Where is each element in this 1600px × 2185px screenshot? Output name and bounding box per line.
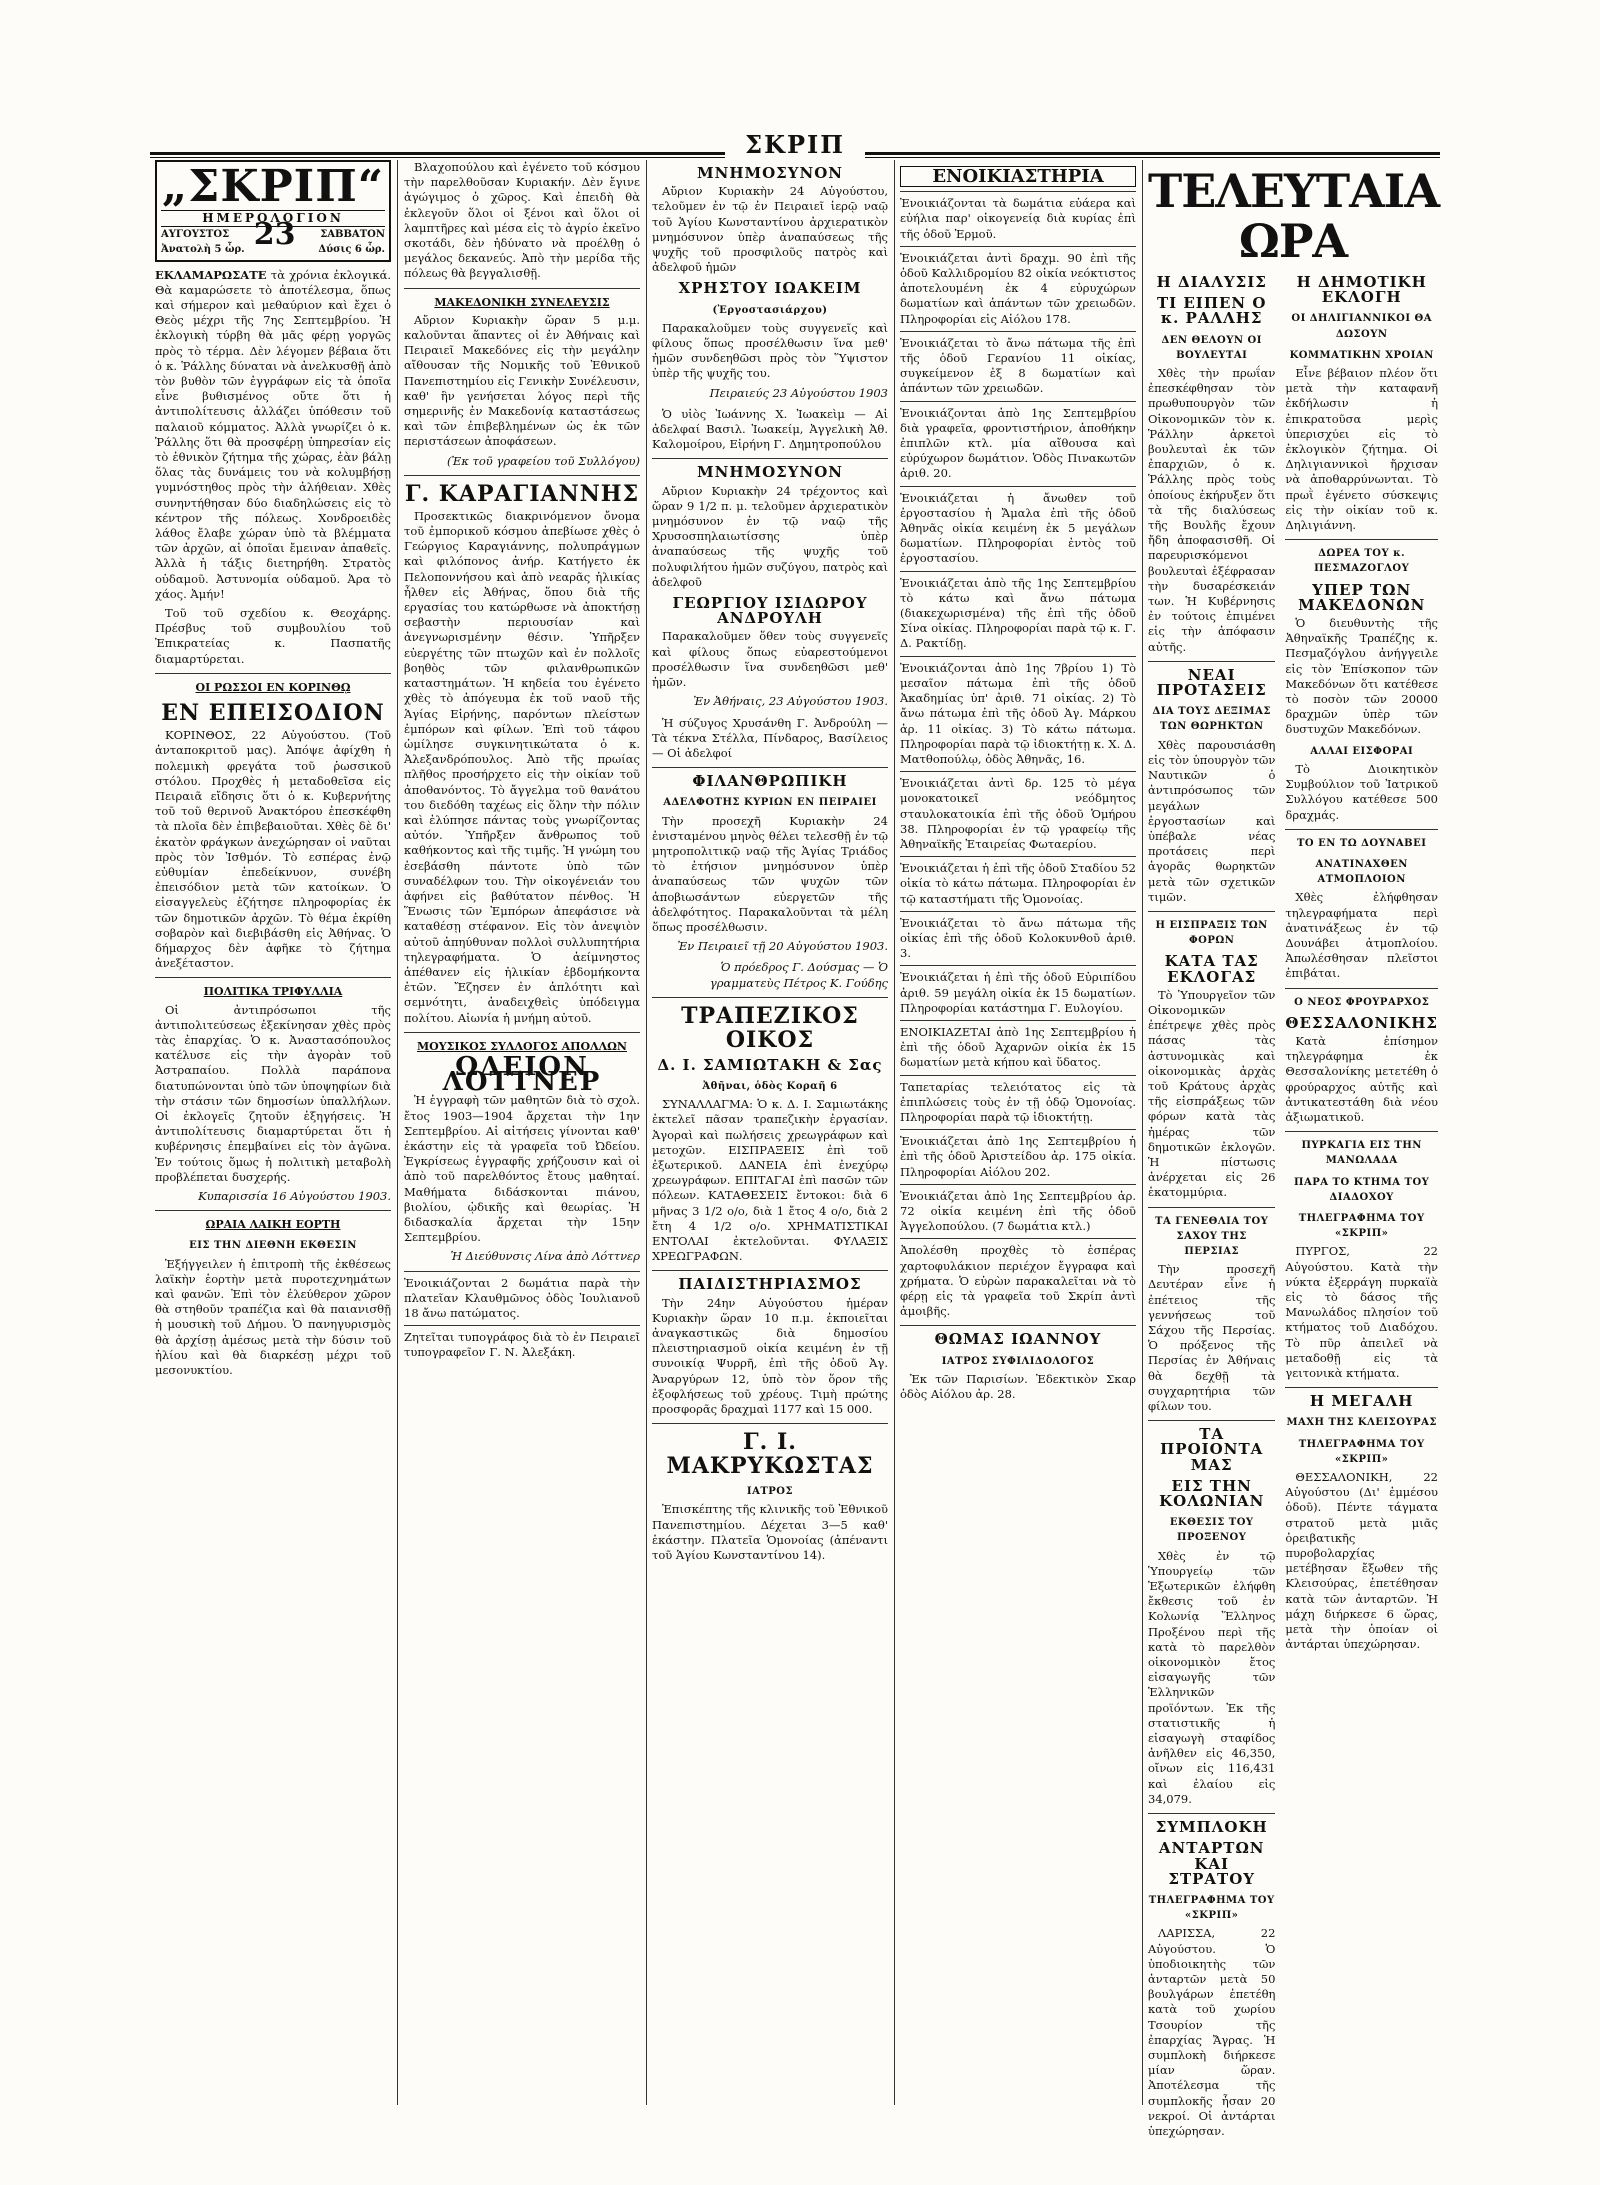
section-title: Η ΕΙΣΠΡΑΞΙΣ ΤΩΝ ΦΟΡΩΝ [1155,919,1268,947]
late-news-left [1148,269,1275,2143]
section-title: ΠΟΛΙΤΙΚΑ ΤΡΙΦΥΛΛΙΑ [203,985,343,999]
section-heading: ΘΩΜΑΣ ΙΩΑΝΝΟΥ [934,1330,1102,1349]
calendar-label: ΗΜΕΡΟΛΟΓΙΟΝ [161,210,385,227]
article-place: Ἐν Ἀθήναις, 23 Αὐγούστου 1903. [693,694,888,709]
section-heading: ΕΙΣ ΤΗΝ ΔΙΕΘΝΗ ΕΚΘΕΣΙΝ [189,1240,357,1252]
memorial-name: ΧΡΗΣΤΟΥ ΙΩΑΚΕΙΜ [678,279,862,298]
article-text: Ἡ ἐγγραφὴ τῶν μαθητῶν διὰ τὸ σχολ. ἔτος 1903—1904 ἄρχεται τὴν 1ην Σεπτεμβρίου. Αἱ αἰτήσεις γίνονται καθ' ἑκάστην εἰς τὰ γραφεῖα τοῦ Ὠδείου. Ἐγκρίσεως ἐγγραφῆς χρήζουσιν καὶ οἱ ἀπὸ τοῦ παρελθόντος ἔτους μαθηταί. Μαθήματα διδάσκονται πιάνου, βιολίου, ᾠδικῆς καὶ θεωρίας. Ἡ διδασκαλία ἄρχεται τὴν 15ην Σεπτεμβρίου. [404,1093,640,1245]
classified-ad: Ἐνοικιάζονται τὰ δωμάτια εὐάερα καὶ εὐήλια παρ' οἰκογενείᾳ διὰ κυρίας ἐπὶ τῆς ὁδοῦ Ἑρμοῦ. [900,191,1136,242]
article-signature: Ὁ πρόεδρος Γ. Δούσμας — Ὁ γραμματεὺς Πέτρος Κ. Γούδης [709,960,888,990]
section-heading: ΑΝΤΑΡΤΩΝ ΚΑΙ ΣΤΡΑΤΟΥ [1158,1839,1265,1888]
doctor-role: ΙΑΤΡΟΣ [746,1486,794,1498]
classified-ad: Ἐνοικιάζεται ἡ ἄνωθεν τοῦ ἐργοστασίου ἡ Ἄμαλα ἐπὶ τῆς ὁδοῦ Ἀθηνᾶς οἰκία κειμένη ἐκ 5 μεγάλων δωματίων. Πληροφορίαι ἐντὸς τοῦ ἐργοστασίου. [900,486,1136,567]
section-title: ΣΥΜΠΛΟΚΗ [1155,1818,1268,1837]
section-rule [1148,1420,1275,1421]
article-text: Τὸ Ὑπουργεῖον τῶν Οἰκονομικῶν ἐπέτρεψε χθὲς πρὸς πάσας τὰς ἀστυνομικὰς καὶ οἰκονομικὰς ἀρχὰς τοῦ Κράτους ἀρχὰς τῆς εἰσπράξεως τῶν φόρων κατὰ τὰς ἡμέρας τῶν δημοτικῶν ἐκλογῶν. Ἡ πίστωσις ἀνέρχεται εἰς 26 ἑκατομμύρια. [1148,987,1276,1200]
classified-ad: Ἐνοικιάζεται ἀπὸ 1ης Σεπτεμβρίου ἀρ. 72 οἰκία κειμένη ἐπὶ τῆς ὁδοῦ Ἀγγελοπούλου. (7 δωμάτια κτλ.) [900,1184,1136,1235]
article-text: Οἱ ἀντιπρόσωποι τῆς ἀντιπολιτεύσεως ἐξεκίνησαν χθὲς πρὸς τὰς ἐπαρχίας. Ὁ κ. Ἀναστασόπουλος κατέλυσε εἰς τὴν ἀγορὰν τοῦ Ἀστραπαίου. Πολλὰ παράπονα διατυπώνονται ὑπὸ τῶν ὑποψηφίων διὰ τὴν στάσιν τῶν δημοσίων ὑπαλλήλων. Οἱ ἐκλογεῖς ζητοῦν ἐξηγήσεις. Ἡ ἀντιπολίτευσις διαμαρτύρεται ὅτι ἡ κυβέρνησις ἐπεμβαίνει εἰς τὸν ἀγῶνα. Ἐν τούτοις ὅμως ἡ πολιτικὴ μεταβολὴ προβλέπεται δυσχερής. [155,1002,391,1184]
article-text: ΘΕΣΣΑΛΟΝΙΚΗ, 22 Αὐγούστου (Δι' ἐμμέσου ὁδοῦ). Πέντε τάγματα στρατοῦ μετὰ μιᾶς ὀρειβατικῆς πυροβολαρχίας μετέβησαν ἔξωθεν τῆς Κλεισούρας, ἐπετέθησαν κατὰ τῶν ἀνταρτῶν. Ἡ μάχη διήρκεσε 6 ὥρας, μετὰ τὴν ὁποίαν οἱ ἀντάρται ὑπεχώρησαν. [1285,1470,1438,1652]
section-rule [155,977,391,978]
article-text: ΠΥΡΓΟΣ, 22 Αὐγούστου. Κατὰ τὴν νύκτα ἐξερράγη πυρκαϊὰ εἰς τὸ δάσος τῆς Μανωλάδος πλησίον τοῦ κτήματος τοῦ Διαδόχου. Τὸ πῦρ ἀπειλεῖ νὰ μεταδοθῇ εἰς τὰ γειτονικὰ κτήματα. [1285,1244,1438,1380]
section-heading: ΜΝΗΜΟΣΥΝΟΝ [697,463,843,482]
article-text: Χθὲς ἐλήφθησαν τηλεγραφήματα περὶ ἀνατινάξεως ἐν τῷ Δουνάβει ἀτμοπλοίου. Ἀπωλέσθησαν πλεῖστοι ἐπιβάται. [1285,890,1438,981]
section-title: ΟΙ ΡΩΣΣΟΙ ΕΝ ΚΟΡΙΝΘῼ [195,680,351,694]
column-2 [404,160,640,2105]
section-kicker: ΔΩΡΕΑ ΤΟΥ κ. ΠΕΣΜΑΖΟΓΛΟΥ [1314,548,1410,575]
masthead-box [155,160,391,262]
article-text: τὰ χρόνια ἐκλογικά. Θὰ καμαρώσετε τὸ ἀποτέλεσμα, ὅπως καὶ σήμερον καὶ μεθαύριον καὶ ἔχει ὁ Θεὸς μέχρι τῆς 7ης Σεπτεμβρίου. Ἡ ἐκλογικὴ τύρβη θὰ μᾶς φέρῃ γοργῶς πρὸς τὸ τέρμα. Δὲν λέγομεν βέβαια ὅτι ὁ κ. Ῥάλλης δύναται νὰ ἀνελκυσθῇ ἀπὸ τὸν βυθὸν τῶν ἐγγράφων εἰς τὰ ὁποῖα εἶνε βυθισμένος οὔτε ὅτι ἡ ἀντιπολίτευσις ἀλλάζει ὑπόθεσιν τοῦ παλαιοῦ κόμματος. Ἀλλὰ γνωρίζει ὁ κ. Ῥάλλης ὅτι θὰ προσφέρῃ ὑπηρεσίαν εἰς τὸ ἐθνικὸν ζήτημα τῆς χώρας, ἐὰν βάλῃ ὅλας τὰς δυνάμεις του νὰ κολυμβήσῃ γυμνόστηθος πρὸς τὴν ἀλήθειαν. Χθὲς συνηντήθησαν δύο διαδηλώσεις εἰς τὸ κέντρον τῆς πόλεως. Χονδροειδὲς λάθος ἔλαβε χώραν ὑπὸ τὰ βλέμματα τῶν ἀρχῶν, αἱ ὁποῖαι ἔμειναν ἀπαθεῖς. Ἀλλὰ ἡ τάξις διετηρήθη. Στρατὸς οὐδαμοῦ. Ἀστυνομία οὐδαμοῦ. Ἀρα τὸ χάος. Ἀμήν! [155,267,392,601]
article-text: ΚΟΡΙΝΘΟΣ, 22 Αὐγούστου. (Τοῦ ἀνταποκριτοῦ μας). Ἀπόψε ἀφίχθη ἡ πολεμικὴ φρεγάτα τοῦ ῥωσσικοῦ στόλου. Προχθὲς ἡ μεταδοθεῖσα εἰς Πειραιᾶ εἴδησις ὅτι ὁ κ. Κυβερνήτης τοῦ τοῦ θερινοῦ Ἀνακτόρου ἐπεσκέφθη τὰ πλοῖα δὲν ἐπιβεβαιοῦται. Χθὲς δὲ δι' ἑκατὸν φράγκων ἀνεχώρησαν οἱ ναῦται πρὸς τὸν Ἰσθμόν. Τὸ εσπέρας ἐνῷ εὐθυμίαν ἐπεδείκνυον, συνέβη ἐπεισόδιον μετὰ τῶν κατοίκων. Ὁ εἰσαγγελεὺς ἐζήτησε πληροφορίας ἐκ τῶν δημοτικῶν ἀρχῶν. Τὸ θέμα ἐκρίθη σοβαρὸν καὶ διεβιβάσθη εἰς Ἀθήνας. Ὁ δήμαρχος δὲν ἀφῆκε τὸ ζήτημα ἀνεξέταστον. [155,728,391,971]
article-paragraph [155,268,391,602]
section-heading: ΠΑΙΔΙΣΤΗΡΙΑΣΜΟΣ [678,1275,862,1294]
classified-ad: Ἐνοικιάζονται 2 δωμάτια παρὰ τὴν πλατεῖαν Κλαυθμῶνος ὁδὸς Ἰουλιανοῦ 18 ἄνω πατώματος. [404,1271,640,1322]
classified-ad: Ἐνοικιάζονται ἀπὸ 1ης 7βρίου 1) Τὸ μεσαῖον πάτωμα ἐπὶ τῆς ὁδοῦ Ἀκαδημίας ὑπ' ἀριθ. 71 οἰκίας. 2) Τὸ ἄνω πάτωμα ἐπὶ τῆς ὁδοῦ Ἀγ. Μάρκου ἀρ. 11 οἰκίας. 3) Τὸ κάτω πάτωμα. Πληροφορίαι παρὰ τῷ ἰδιοκτήτῃ κ. Χ. Δ. Ματθοπούλῳ, ὁδὸς Ἀθηνᾶς, 16. [900,656,1136,767]
classified-ad: Ζητεῖται τυπογράφος διὰ τὸ ἐν Πειραιεῖ τυπογραφεῖον Γ. Ν. Ἀλεξάκη. [404,1325,640,1360]
section-rule [652,997,888,998]
section-rule [404,288,640,289]
article-signature: (Ἐκ τοῦ γραφείου τοῦ Συλλόγου) [447,453,640,468]
section-rule [404,475,640,476]
section-title: ΤΡΑΠΕΖΙΚΟΣ ΟΙΚΟΣ [681,1002,859,1053]
classified-ad: Ταπεταρίας τελειότατος εἰς τὰ ἐπιπλώσεις τοὺς ἐν τῇ ὁδῷ Ὁμονοίας. Πληροφορίαι παρὰ τῷ ἰδιοκτήτῃ. [900,1075,1136,1126]
calendar-month: ΑΥΓΟΥΣΤΟΣ [161,229,230,241]
section-heading: Γ. Ι. ΜΑΚΡΥΚΩΣΤΑΣ [666,1429,874,1480]
section-title: ΜΟΥΣΙΚΟΣ ΣΥΛΛΟΓΟΣ ΑΠΟΛΛΩΝ [417,1039,627,1053]
section-heading: ΕΝ ΕΠΕΙΣΟΔΙΟΝ [161,700,385,727]
section-heading: ΥΠΕΡ ΤΩΝ ΜΑΚΕΔΟΝΩΝ [1298,580,1426,614]
section-heading: ΚΑΤΑ ΤΑΣ ΕΚΛΟΓΑΣ [1164,952,1259,986]
article-place: Πειραιεύς 23 Αὐγούστου 1903 [709,385,888,400]
article-signature: Κυπαρισσία 16 Αὐγούστου 1903. [198,1188,391,1203]
section-heading: ΑΔΕΛΦΟΤΗΣ ΚΥΡΙΩΝ ΕΝ ΠΕΙΡΑΙΕΙ [663,797,877,809]
section-rule [1148,1813,1275,1814]
section-rule [1148,911,1275,912]
classified-ad: ΕΝΟΙΚΙΑΖΕΤΑΙ ἀπὸ 1ης Σεπτεμβρίου ἡ ἐπὶ τῆς ὁδοῦ Ἀχαρνῶν οἰκία ἐκ 15 δωματίων μετὰ κήπου καὶ ὕδατος. [900,1020,1136,1071]
article-text: Αὔριον Κυριακὴν ὥραν 5 μ.μ. καλοῦνται ἅπαντες οἱ ἐν Ἀθήναις καὶ Πειραιεῖ Μακεδόνες εἰς τὴν μεγάλην αἴθουσαν τῆς Νομικῆς τοῦ Ἐθνικοῦ Πανεπιστημίου εἰς Γενικὴν Συνέλευσιν, καθ' ἣν γενήσεται λόγος περὶ τῆς σημερινῆς ἐν Μακεδονίᾳ καταστάσεως καὶ τῶν ἐπιβεβλημένων ὡς ἐκ τῶν περιστάσεων ἀποφάσεων. [404,312,640,449]
article-text: Χθὲς τὴν πρωΐαν ἐπεσκέφθησαν τὸν πρωθυπουργὸν τῶν Οἰκονομικῶν τὸν κ. Ῥάλλην ἀρκετοὶ βουλευταὶ ἐκ τῶν ἐπαρχιῶν, ὁ κ. Ῥάλλης πρὸς τοὺς ὁποίους ἐκήρυξεν ὅτι τὰ τῆς διαλύσεως τῆς Βουλῆς ἔχουν ἤδη ἀποφασισθῆ. Οἱ παρευρισκόμενοι βουλευταὶ ἐξέφρασαν τὴν δυσαρέσκειάν των. Ἡ Κυβέρνησις ἐν τούτοις ἐπιμένει εἰς τὴν ἀπόφασιν αὐτῆς. [1148,366,1276,654]
late-news-right [1285,269,1438,2143]
calendar-weekday: ΣΑΒΒΑΤΟΝ [320,229,385,241]
classified-ad: Ἐνοικιάζεται τὸ ἄνω πάτωμα τῆς οἰκίας ἐπὶ τῆς ὁδοῦ Κολοκυνθοῦ ἀριθ. 3. [900,911,1136,962]
article-text: Τὴν προσεχῆ Δευτέραν εἶνε ἡ ἐπέτειος τῆς γεννήσεως τοῦ Σάχου τῆς Περσίας. Ὁ πρόξενος τῆς Περσίας ἐν Ἀθήναις θὰ δεχθῇ τὰ συγχαρητήρια τῶν φίλων του. [1148,1262,1276,1414]
memorial-role: (Ἐργοστασιάρχου) [712,304,828,316]
page-header [150,130,1440,159]
masthead-title: „ΣΚΡΙΠ“ [161,161,385,212]
article-text: Αὔριον Κυριακὴν 24 Αὐγούστου, τελοῦμεν ἐν τῷ ἐν Πειραιεῖ ἱερῷ ναῷ τοῦ Ἁγίου Κωνσταντίνου ἀρχιερατικὸν μνημόσυνον ὑπὲρ ἀναπαύσεως τῆς ψυχῆς τοῦ προσφιλοῦς πατρὸς καὶ ἀδελφοῦ ἡμῶν [652,184,888,275]
section-heading: ΘΕΣΣΑΛΟΝΙΚΗΣ [1285,1013,1438,1032]
section-rule [1148,661,1275,662]
article-text: Ἐξήγγειλεν ἡ ἐπιτροπὴ τῆς ἐκθέσεως λαϊκὴν ἑορτὴν μετὰ πυροτεχνημάτων καὶ φανῶν. Ἐπὶ τὸν ἐλεύθερον χῶρον θὰ στηθοῦν τραπέζια καὶ θὰ παιανισθῇ ἡ μουσικὴ τοῦ Δήμου. Ὁ πανηγυρισμὸς θὰ ἀρχίσῃ ἀμέσως μετὰ τὴν δύσιν τοῦ ἡλίου καὶ θὰ διαρκέσῃ μέχρι τοῦ μεσονυκτίου. [155,1256,391,1378]
section-subheading: ΤΗΛΕΓΡΑΦΗΜΑ ΤΟΥ «ΣΚΡΙΠ» [1298,1438,1425,1465]
memorial-family: Ἡ σύζυγος Χρυσάνθη Γ. Ἀνδρούλη — Τὰ τέκνα Στέλλα, Πίνδαρος, Βασίλειος — Οἱ ἀδελφοί [652,715,888,760]
classifieds-title: ΕΝΟΙΚΙΑΣΤΗΡΙΑ [900,166,1136,187]
late-news-split [1148,269,1438,2143]
section-heading: ΟΙ ΔΗΛΙΓΙΑΝΝΙΚΟΙ ΘΑ ΔΩΣΟΥΝ [1291,313,1432,340]
classified-ad: Ἐνοικιάζεται τὸ ἄνω πάτωμα τῆς ἐπὶ τῆς ὁδοῦ Γερανίου 11 οἰκίας, συγκείμενον ἐξ 8 δωματίων καὶ ἁπάντων τῶν χρειωδῶν. [900,331,1136,397]
section-heading: ΩΔΕΙΟΝ ΛΟΤΤΝΕΡ [442,1051,602,1098]
article-text: Ὁ διευθυντὴς τῆς Ἀθηναϊκῆς Τραπέζης κ. Πεσμαζόγλου ἀνήγγειλε εἰς τὸν Ἐπίσκοπον τῶν Μακεδόνων ὅτι κατέθεσε τὸ ποσὸν τῶν 20000 δραχμῶν ὑπὲρ τῶν δυστυχῶν Μακεδόνων. [1285,616,1438,737]
section-rule [155,673,391,674]
article-note: Τοῦ τοῦ σχεδίου κ. Θεοχάρης. Πρέσβυς τοῦ συμβουλίου τοῦ Ἐπικρατείας κ. Πασπατῆς διαμαρτύρεται. [155,606,391,666]
section-heading: ΕΙΣ ΤΗΝ ΚΟΛΩΝΙΑΝ [1159,1476,1265,1511]
article-text: Ἐκ τῶν Παρισίων. Ἐδεκτικὸν Σκαρ ὁδὸς Αἰόλου ἀρ. 28. [900,1371,1136,1402]
article-text: Χθὲς παρουσιάσθη εἰς τὸν ὑπουργὸν τῶν Ναυτικῶν ὁ ἀντιπρόσωπος τῶν μεγάλων ἐργοστασίων καὶ ὑπέβαλε νέας προτάσεις περὶ ἀγορᾶς θωρηκτῶν μετὰ τῶν σχετικῶν τιμῶν. [1148,737,1276,904]
memorial-name: ΓΕΩΡΓΙΟΥ ΙΣΙΔΩΡΟΥ ΑΝΔΡΟΥΛΗ [672,594,868,628]
section-heading: ΜΑΧΗ ΤΗΣ ΚΛΕΙΣΟΥΡΑΣ [1286,1417,1437,1429]
classified-ad: Ἐνοικιάζεται ἡ ἐπὶ τῆς ὁδοῦ Σταδίου 52 οἰκία τὸ κάτω πάτωμα. Πληροφορίαι ἐν τῷ καταστήματι τῆς Ὁμονοίας. [900,856,1136,907]
section-title: ΩΡΑΙΑ ΛΑΙΚΗ ΕΟΡΤΗ [205,1218,341,1232]
classified-ad: Ἐνοικιάζεται ἡ ἐπὶ τῆς ὁδοῦ Εὐριπίδου ἀριθ. 59 μεγάλη οἰκία ἐκ 15 δωματίων. Πληροφορίαι κατάστημα Γ. Ευλογίου. [900,965,1136,1016]
section-heading: ΑΝΑΤΙΝΑΧΘΕΝ ΑΤΜΟΠΛΟΙΟΝ [1315,858,1408,886]
section-heading: ΔΙΑ ΤΟΥΣ ΔΕΞΙΜΑΣ ΤΩΝ ΘΩΡΗΚΤΩΝ [1152,706,1271,733]
section-rule [1285,1131,1438,1132]
article-text: Παρακαλοῦμεν ὅθεν τοὺς συγγενεῖς καὶ φίλους ὅπως εὐαρεστούμενοι προσέλθωσιν ἵνα συνδεηθῶσι μεθ' ἡμῶν. [652,629,888,690]
section-rule [1285,539,1438,540]
article-text: Εἶνε βέβαιον πλέον ὅτι μετὰ τὴν καταφανῆ ἐκδήλωσιν ἡ ἐπικρατοῦσα μερὶς ὑπερισχύει εἰς τὸ ἐκλογικὸν ζήτημα. Οἱ Δηλιγιαννικοὶ ἤρχισαν νὰ ἀποθαρρύνωνται. Τὸ πρωῒ ἐγένετο σύσκεψις εἰς τὴν οἰκίαν τοῦ κ. Δηλιγιάννη. [1285,366,1438,533]
section-title: ΤΟ ΕΝ ΤΩ ΔΟΥΝΑΒΕΙ [1296,837,1427,849]
section-rule [1148,1207,1275,1208]
page-folio: ΣΚΡΙΠ [725,130,865,159]
article-text: ΛΑΡΙΣΣΑ, 22 Αὐγούστου. Ὁ ὑποδιοικητὴς τῶν ἀνταρτῶν μετὰ 50 βουλγάρων ἐπετέθη κατὰ τοῦ χωρίου Τσουρίον τῆς ἐπαρχίας Ἄγρας. Ἡ συμπλοκὴ διήρκεσε μίαν ὥραν. Ἀποτέλεσμα τῆς συμπλοκῆς ἦσαν 20 νεκροί. Οἱ ἀντάρται ὑπεχώρησαν. [1148,1926,1276,2138]
bank-address: Ἀθῆναι, ὁδὸς Κοραῆ 6 [702,1080,838,1092]
article-signature: Ἡ Διεύθυνσις Λίνα ἀπὸ Λόττνερ [450,1249,640,1264]
classified-ad: Ἀπολέσθη προχθὲς τὸ ἑσπέρας χαρτοφυλάκιον περιέχον ἔγγραφα καὶ χρήματα. Ὁ εὑρὼν παρακαλεῖται νὰ τὸ φέρῃ εἰς τὰ γραφεῖα τοῦ Σκρίπ ἀντὶ ἀμοιβῆς. [900,1238,1136,1319]
section-title: ΠΥΡΚΑΓΙΑ ΕΙΣ ΤΗΝ ΜΑΝΩΛΑΔΑ [1301,1140,1422,1167]
memorial-family: Ὁ υἱὸς Ἰωάννης Χ. Ἰωακεὶμ — Αἱ ἀδελφαί Βασιλ. Ἰωακείμ, Ἀγγελικὴ Ἀθ. Καλομοίρου, Εἰρήνη Γ. Δημητροπούλου [652,406,888,452]
section-title: ΤΑ ΓΕΝΕΘΛΙΑ ΤΟΥ ΣΑΧΟΥ ΤΗΣ ΠΕΡΣΙΑΣ [1155,1215,1269,1257]
section-rule [1285,829,1438,830]
section-rule [1285,988,1438,989]
section-rule [155,1210,391,1211]
article-text: Παρακαλοῦμεν τοὺς συγγενεῖς καὶ φίλους ὅπως προσέλθωσιν ἵνα μεθ' ἡμῶν συνδεηθῶσι πρὸς τὸν Ὕψιστον ὑπὲρ τῆς ψυχῆς του. [652,320,888,381]
section-kicker: ΑΛΛΑΙ ΕΙΣΦΟΡΑΙ [1310,745,1414,757]
section-title: ΦΙΛΑΝΘΡΩΠΙΚΗ [692,772,848,791]
article-place: Ἐν Πειραιεῖ τῇ 20 Αὐγούστου 1903. [677,939,888,954]
section-subheading: ΤΗΛΕΓΡΑΦΗΜΑ ΤΟΥ «ΣΚΡΙΠ» [1148,1894,1275,1922]
column-1 [155,160,391,2105]
section-rule [1285,1387,1438,1388]
calendar-day: 23 [253,217,296,253]
section-rule [652,1270,888,1271]
section-subheading: ΕΚΘΕΣΙΣ ΤΟΥ ΠΡΟΞΕΝΟΥ [1169,1517,1254,1544]
classified-ad: Ἐνοικιάζεται ἀπὸ 1ης Σεπτεμβρίου ἡ ἐπὶ τῆς ὁδοῦ Ἀριστείδου ἀρ. 175 οἰκία. Πληροφορίαι Αἰόλου 202. [900,1129,1136,1180]
section-heading: ΠΑΡΑ ΤΟ ΚΤΗΜΑ ΤΟΥ ΔΙΑΔΟΧΟΥ [1294,1176,1430,1203]
sunset-time: Δύσις 6 ὧρ. [318,244,385,256]
sunrise-time: Ἀνατολὴ 5 ὧρ. [161,244,245,256]
column-rule [1142,160,1143,2105]
column-5 [1148,160,1440,2138]
section-kicker: Η ΔΙΑΛΥΣΙΣ [1156,273,1267,291]
section-rule [652,458,888,459]
section-title: Ο ΝΕΟΣ ΦΡΟΥΡΑΡΧΟΣ [1294,996,1430,1008]
article-text: Βλαχοπούλου καὶ ἐγένετο τοῦ κόσμου τὴν παρελθοῦσαν Κυριακήν. Δὲν ἔγινε ἀγώγιμος ὁ χῶρος. Καὶ ἐπειδὴ θὰ ἐκλεγοῦν ὅλοι οἱ ξένοι καὶ ὅλοι οἱ λαμπτῆρες καὶ μέσα εἰς τὸ ἀγρίο ἐκεῖνο σκοτάδι, δὲν ἠδύνατο νὰ προέλθῃ ὁ μεγάλος δεκανεύς. Ἀπὸ τὴν μερίδα τῆς πόλεως θὰ βεγγαλισθῇ. [404,160,640,281]
classified-ad: Ἐνοικιάζεται ἀντὶ δραχμ. 90 ἐπὶ τῆς ὁδοῦ Καλλιδρομίου 82 οἰκία νεόκτιστος ἀποτελουμένη ἐκ 4 εὐρυχώρων δωματίων καὶ ἁπάντων τῶν χρειωδῶν. Πληροφορίαι εἰς Αἰόλου 178. [900,246,1136,327]
section-rule [652,1423,888,1424]
section-subheading: ΚΟΜΜΑΤΙΚΗΝ ΧΡΟΙΑΝ [1289,349,1434,361]
column-rule [894,160,895,2105]
article-text: Τὸ Διοικητικὸν Συμβούλιον τοῦ Ἰατρικοῦ Συλλόγου κατέθεσε 500 δραχμάς. [1285,761,1438,822]
classified-ad: Ἐνοικιάζεται ἀπὸ τῆς 1ης Σεπτεμβρίου τὸ κάτω καὶ ἄνω πάτωμα (διακεχωρισμένα) τῆς ἐπὶ τῆς ὁδοῦ Σίνα οἰκίας. Πληροφορίαι παρὰ τῷ κ. Γ. Δ. Ρακτίδῃ. [900,571,1136,652]
section-rule [404,1032,640,1033]
article-text: Τὴν προσεχῆ Κυριακὴν 24 ἐνισταμένου μηνὸς θέλει τελεσθῇ ἐν τῷ μητροπολιτικῷ ναῷ τῆς Ἁγίας Τριάδος τὸ ἐτήσιον μνημόσυνον ὑπὲρ ἀναπαύσεως τῶν ψυχῶν τῶν ἀποβιωσάντων εὐεργετῶν τῆς ἀδελφότητος. Παρακαλοῦνται τὰ μέλη ὅπως προσέλθωσιν. [652,813,888,934]
section-title: ΤΑ ΠΡΟΙΟΝΤΑ ΜΑΣ [1160,1425,1264,1474]
section-title: ΜΑΚΕΔΟΝΙΚΗ ΣΥΝΕΛΕΥΣΙΣ [434,295,610,309]
article-text: Ἐπισκέπτης τῆς κλινικῆς τοῦ Ἐθνικοῦ Πανεπιστημίου. Δέχεται 3—5 καθ' ἑκάστην. Πλατεῖα Ὁμονοίας (ἀπέναντι τοῦ Ἁγίου Κωνσταντίνου 14). [652,1502,888,1563]
article-text: Αὔριον Κυριακὴν 24 τρέχοντος καὶ ὥραν 9 1/2 π. μ. τελοῦμεν ἀρχιερατικὸν μνημόσυνον ἐν τῷ ναῷ τῆς Χρυσοσπηλαιωτίσσης ὑπὲρ ἀναπαύσεως τῆς ψυχῆς τοῦ πολυφιλήτου ἡμῶν συζύγου, πατρὸς καὶ ἀδελφοῦ [652,483,888,589]
column-3 [652,160,888,2105]
late-news-title: ΤΕΛΕΥΤΑΙΑ ΩΡΑ [1148,164,1440,268]
article-text: Τὴν 24ην Αὐγούστου ἡμέραν Κυριακὴν ὥραν 10 π.μ. ἐκποιεῖται ἀναγκαστικῶς διὰ δημοσίου πλειστηριασμοῦ οἰκία κειμένη ἐν τῇ συνοικίᾳ Ψυρρῆ, ἐπὶ τῆς ὁδοῦ Ἀγ. Ἀναργύρων 12, ὑπὸ τὸν ὅρον τῆς ἐξοφλήσεως τοῦ χρέους. Τιμὴ πρώτης προσφορᾶς δραχμαὶ 1177 καὶ 15 000. [652,1295,888,1417]
section-rule [652,767,888,768]
section-rule [900,1325,1136,1326]
article-lead: ΕΚΛΑΜΑΡΩΣΑΤΕ [155,267,267,282]
column-rule [397,160,398,2105]
section-kicker: Η ΔΗΜΟΤΙΚΗ ΕΚΛΟΓΗ [1296,273,1427,307]
section-heading: Γ. ΚΑΡΑΓΙΑΝΝΗΣ [404,480,640,507]
section-title: ΝΕΑΙ ΠΡΟΤΑΣΕΙΣ [1156,665,1267,700]
article-text: ΣΥΝΑΛΛΑΓΜΑ: Ὁ κ. Δ. Ι. Σαμιωτάκης ἐκτελεῖ πᾶσαν τραπεζικὴν ἐργασίαν. Ἀγοραὶ καὶ πωλήσεις χρεωγράφων καὶ μετοχῶν. ΕΙΣΠΡΑΞΕΙΣ ἐπὶ τοῦ ἐξωτερικοῦ. ΔΑΝΕΙΑ ἐπὶ ἐνεχύρῳ χρεωγράφων. ΕΠΙΤΑΓΑΙ ἐπὶ πασῶν τῶν πόλεων. ΚΑΤΑΘΕΣΕΙΣ ἔντοκοι: διὰ 6 μῆνας 3 1/2 ο/ο, διὰ 1 ἔτος 4 ο/ο, διὰ 2 ἔτη 4 1/2 ο/ο. ΧΡΗΜΑΤΙΣΤΙΚΑΙ ΕΝΤΟΛΑΙ ἐκτελοῦνται. ΦΥΛΑΞΙΣ ΧΡΕΩΓΡΑΦΩΝ. [652,1097,888,1264]
doctor-role: ΙΑΤΡΟΣ ΣΥΦΙΛΙΔΟΛΟΓΟΣ [941,1355,1095,1367]
section-heading: ΜΝΗΜΟΣΥΝΟΝ [697,164,843,182]
article-text: Κατὰ ἐπίσημον τηλεγράφημα ἐκ Θεσσαλονίκης μετετέθη ὁ φρούραρχος αὐτῆς καὶ ἀντικατεστάθη διὰ νέου ἀξιωματικοῦ. [1285,1033,1438,1124]
section-heading: Δ. Ι. ΣΑΜΙΩΤΑΚΗ & Σας [657,1055,883,1074]
classified-ad: Ἐνοικιάζεται ἀντὶ δρ. 125 τὸ μέγα μονοκατοικεῖ νεόδμητος σταυλοκατοικία ἐπὶ τῆς ὁδοῦ Ὁμήρου 38. Πληροφορίαι ἐν τῷ γραφείῳ τῆς Ἀθηναϊκῆς Ἑταιρείας Φωταερίου. [900,771,1136,852]
section-title: Η ΜΕΓΑΛΗ [1309,1392,1414,1411]
column-rule [646,160,647,2105]
section-subheading: ΔΕΝ ΘΕΛΟΥΝ ΟΙ ΒΟΥΛΕΥΤΑΙ [1161,334,1262,361]
section-subheading: ΤΗΛΕΓΡΑΦΗΜΑ ΤΟΥ «ΣΚΡΙΠ» [1298,1212,1425,1240]
article-text: Προσεκτικῶς διακρινόμενον ὄνομα τοῦ ἐμπορικοῦ κόσμου ἀπεβίωσε χθὲς ὁ Γεώργιος Καραγιάννης, πολυπράγμων καὶ φιλόπονος ἀνήρ. Κατήγετο ἐκ Πελοποννήσου καὶ ἀπὸ νεαρᾶς ἡλικίας ἦλθεν εἰς Ἀθήνας, ὅπου διὰ τῆς εργασίας του κατώρθωσε νὰ ἀποκτήσῃ σεβαστὴν περιουσίαν καὶ ἀνεγνωρισμένην θέσιν. Ὑπῆρξεν εὐεργέτης τῶν πτωχῶν καὶ ἐν πολλοῖς βοηθὸς τῶν φιλανθρωπικῶν καταστημάτων. Ἡ κηδεία του ἐγένετο χθὲς τὸ ἀπόγευμα ἐκ τοῦ ναοῦ τῆς Ἁγίας Εἰρήνης, παρόντων πλείστων ἐμπόρων καὶ φίλων. Ἐπὶ τοῦ τάφου ὡμίλησε συγκινητικώτατα ὁ κ. Ἀλεξανδρόπουλος. Ἀπὸ τῆς πρωίας πλῆθος προσήρχετο εἰς τὴν οἰκίαν τοῦ ἀποθανόντος. Τὸ ἄγγελμα τοῦ θανάτου του διεδόθη ταχέως εἰς ὅλην τὴν πόλιν καὶ ἐλύπησε πάντας τοὺς γνωρίζοντας αὐτόν. Ὑπῆρξεν ἄνθρωπος τοῦ καθήκοντος καὶ τῆς τιμῆς. Ἡ γνώμη του ἐσεβάσθη πάντοτε ὑπὸ τῶν συναδέλφων του. Τὴν οἰκογένειάν του ἀφήνει εἰς βαθύτατον πένθος. Ἡ Ἕνωσις τῶν Ἐμπόρων ἀπεφάσισε νὰ καταθέσῃ στέφανον. Εἰς τὸν ἀνεψιὸν αὐτοῦ ἀπηύθυναν πολλοὶ συλλυπητήρια τηλεγραφήματα. Ὁ ἀείμνηστος ἀπέθανεν εἰς ἡλικίαν ἑβδομήκοντα ἐτῶν. Ἔζησεν ἐν ἁπλότητι καὶ σεμνότητι, ἀναδειχθεὶς ὑπόδειγμα πολίτου. Αἰωνία ἡ μνήμη αὐτοῦ. [404,508,640,1025]
article-text: Χθὲς ἐν τῷ Ὑπουργείῳ τῶν Ἐξωτερικῶν ἐλήφθη ἔκθεσις τοῦ ἐν Κολωνίᾳ Ἕλληνος Προξένου περὶ τῆς κατὰ τὸ παρελθὸν οἰκονομικὸν ἔτος εἰσαγωγῆς τῶν Ἑλληνικῶν προϊόντων. Ἐκ τῆς στατιστικῆς ἡ εἰσαγωγὴ σταφίδος ἀνῆλθεν εἰς 46,350, οἴνων εἰς 116,431 καὶ ἐλαίου εἰς 34,079. [1148,1548,1276,1806]
classified-ad: Ἐνοικιάζονται ἀπὸ 1ης Σεπτεμβρίου διὰ γραφεῖα, φροντιστήριον, ἀποθήκην ἐπιπλῶν κτλ. μία αἴθουσα καὶ εὐρύχωρον δωμάτιον. Ὁδὸς Πινακωτῶν ἀριθ. 20. [900,401,1136,482]
section-heading: ΤΙ ΕΙΠΕΝ Ο κ. ΡΑΛΛΗΣ [1156,294,1267,328]
column-4 [900,160,1136,2105]
